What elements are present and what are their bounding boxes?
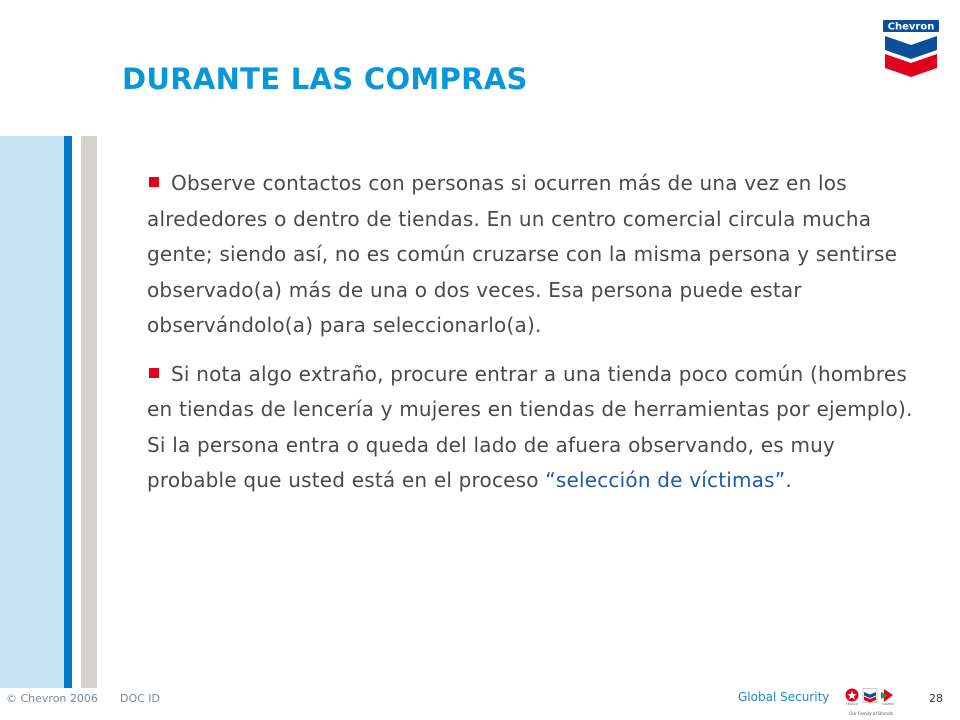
logo-wordmark: Chevron xyxy=(887,21,935,33)
bullet-text: Observe contactos con personas si ocurren más de una vez en los alrededores o dentro de tiendas. En un centro comercial circula mucha gente; siendo así, no es común cruzarse con la misma persona y sentirse observado(a) más de una o dos veces. Esa persona puede estar observándolo(a) para seleccionarlo(a). xyxy=(147,171,898,337)
highlighted-phrase: “selección de víctimas” xyxy=(545,468,786,492)
brand-name: CALTEX xyxy=(882,702,894,706)
family-of-brands-logo xyxy=(844,686,898,718)
square-bullet-icon xyxy=(149,177,159,187)
bullet-item xyxy=(147,357,917,499)
bullet-text: Si nota algo extraño, procure entrar a una tienda poco común (hombres en tiendas de lencería y mujeres en tiendas de herramientas por ejemplo). Si la persona entra o queda del lado de afuera observando, es muy probable que usted está en el proceso xyxy=(147,361,913,492)
left-band-light xyxy=(0,136,64,688)
left-band-gap xyxy=(72,136,81,688)
bullet-item xyxy=(147,166,917,344)
bullet-text-end: . xyxy=(785,468,792,492)
left-band-grey xyxy=(81,136,97,688)
copyright: © Chevron 2006 xyxy=(6,692,98,705)
page-number: 28 xyxy=(929,692,943,705)
slide-body xyxy=(147,166,917,512)
department-label: Global Security xyxy=(738,690,830,704)
doc-id: DOC ID xyxy=(120,692,161,705)
left-band-blue xyxy=(64,136,72,688)
brands-caption: Our Family of Brands xyxy=(849,711,893,716)
square-bullet-icon xyxy=(149,368,159,378)
brand-name: TEXACO xyxy=(845,702,859,706)
chevron-logo xyxy=(882,18,940,82)
slide-title: DURANTE LAS COMPRAS xyxy=(122,62,528,96)
